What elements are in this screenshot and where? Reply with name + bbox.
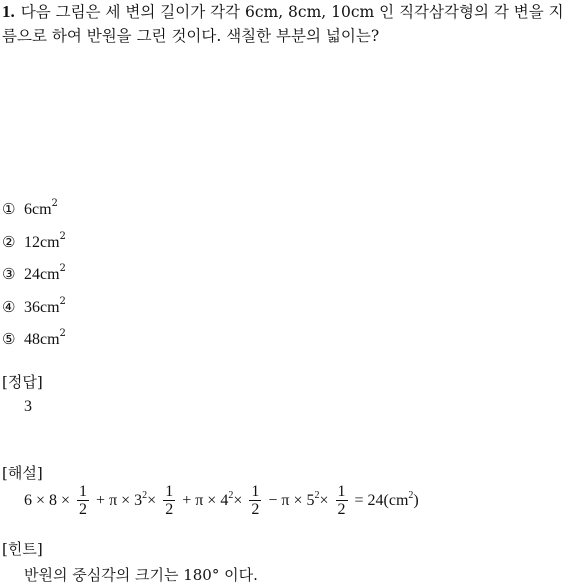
- formula-term: + π × 3: [96, 491, 143, 509]
- choice-mark: ②: [2, 233, 16, 251]
- choice-mark: ④: [2, 298, 16, 316]
- choice-value: 12cm: [24, 234, 60, 251]
- formula-result: = 24(cm: [354, 491, 409, 509]
- choice-exponent: 2: [59, 231, 66, 242]
- formula-term: − π × 5: [268, 491, 315, 509]
- choice-value: 6cm: [24, 201, 52, 218]
- explanation-formula: 6 × 8 × $\frac{1}{2}$ + $\pi \times 3^2\times$ $\frac{1}{2}$ + $\pi \times 4^2\times$ $\frac{1}{2}$ − $\pi \times 5^2\times$ $\frac{1}{2}$ = $24(cm^2)$: [24, 483, 419, 518]
- formula-term: + π × 4: [182, 491, 229, 509]
- choice-1: [2, 196, 58, 220]
- choice-value: 36cm: [24, 299, 60, 316]
- choice-3: [2, 261, 66, 285]
- question: [2, 0, 570, 48]
- choice-value: 24cm: [24, 266, 60, 283]
- choice-mark: ⑤: [2, 330, 16, 348]
- fraction: $\frac{1}{2}$: [165, 483, 174, 518]
- choice-4: [2, 294, 66, 318]
- choice-mark: ①: [2, 200, 16, 218]
- question-number: 1.: [2, 2, 15, 21]
- hint-label: [힌트]: [2, 540, 43, 558]
- fraction: $\frac{1}{2}$: [79, 483, 88, 518]
- choice-exponent: 2: [59, 328, 66, 339]
- fraction: $\frac{1}{2}$: [337, 483, 346, 518]
- fraction: $\frac{1}{2}$: [251, 483, 260, 518]
- answer-value: 3: [24, 398, 32, 415]
- choice-exponent: 2: [59, 296, 66, 307]
- explanation-label: [해설]: [2, 464, 43, 482]
- choice-value: 48cm: [24, 331, 60, 348]
- choice-5: [2, 326, 66, 350]
- choice-mark: ③: [2, 265, 16, 283]
- answer-label: [정답]: [2, 373, 43, 391]
- choice-exponent: 2: [51, 198, 58, 209]
- question-text: 다음 그림은 세 변의 길이가 각각 6cm, 8cm, 10cm 인 직각삼각형의 각 변을 지름으로 하여 반원을 그린 것이다. 색칠한 부분의 넓이는?: [2, 3, 564, 45]
- hint-text: 반원의 중심각의 크기는 180° 이다.: [24, 566, 258, 584]
- choice-exponent: 2: [59, 263, 66, 274]
- formula-term: 6 × 8 ×: [24, 491, 71, 509]
- choice-2: [2, 229, 66, 253]
